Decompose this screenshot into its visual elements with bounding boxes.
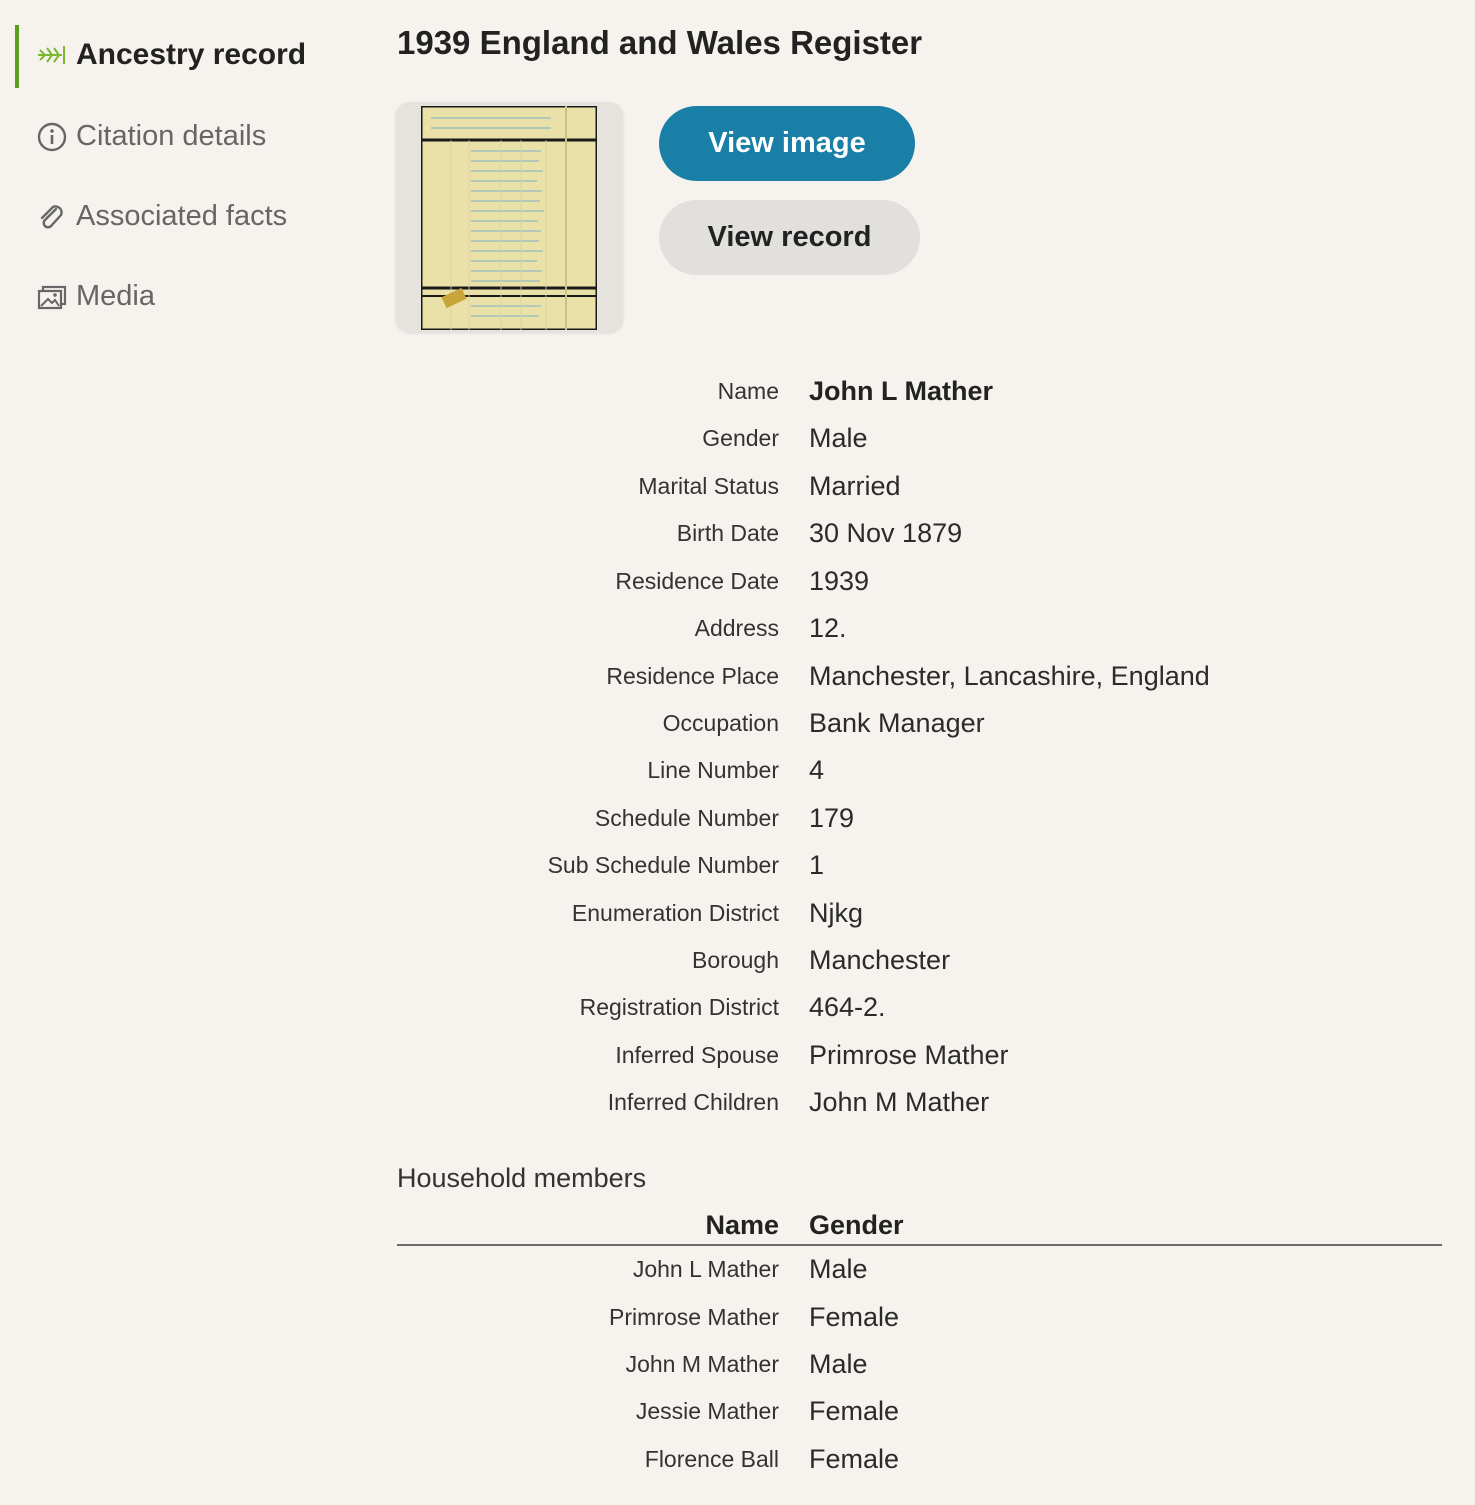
sidebar-item-associated-facts[interactable] (36, 200, 287, 233)
household-member-name: Jessie Mather (635, 1398, 779, 1424)
fact-label: Borough (692, 947, 779, 973)
fact-label: Line Number (647, 757, 779, 783)
fact-row-gender (397, 418, 1447, 458)
household-member-name: John L Mather (632, 1256, 779, 1282)
fact-row-schedule-number (397, 798, 1447, 838)
fact-value: John L Mather (809, 376, 994, 406)
sidebar-item-ancestry-record[interactable] (36, 38, 306, 72)
table-row (397, 1344, 1447, 1384)
household-member-gender: Female (809, 1396, 900, 1426)
ancestry-leaf-icon (36, 39, 68, 71)
fact-value: Male (809, 423, 868, 453)
column-header-gender: Gender (809, 1210, 904, 1240)
fact-row-name (397, 371, 1447, 411)
fact-value: 4 (809, 755, 825, 785)
fact-label: Gender (702, 425, 779, 451)
fact-row-residence-place (397, 656, 1447, 696)
fact-value: Bank Manager (809, 708, 985, 738)
sidebar-item-citation-details[interactable] (36, 120, 266, 153)
fact-row-borough (397, 940, 1447, 980)
page-title: 1939 England and Wales Register (397, 24, 923, 61)
household-member-name: John M Mather (625, 1351, 779, 1377)
fact-label: Address (694, 615, 779, 641)
record-image-thumbnail (421, 106, 597, 330)
fact-label: Name (717, 378, 779, 404)
paperclip-icon (36, 201, 68, 233)
fact-value: 179 (809, 803, 855, 833)
sidebar-item-label: Ancestry record (76, 38, 307, 71)
fact-label: Inferred Children (607, 1089, 779, 1115)
fact-row-sub-schedule-number (397, 845, 1447, 885)
fact-row-inferred-children (397, 1082, 1447, 1122)
household-member-gender: Female (809, 1444, 900, 1474)
table-row (397, 1439, 1447, 1479)
fact-row-address (397, 608, 1447, 648)
fact-row-birth-date (397, 513, 1447, 553)
fact-label: Registration District (579, 994, 779, 1020)
household-member-gender: Male (809, 1254, 868, 1284)
table-row (397, 1391, 1447, 1431)
fact-value: 30 Nov 1879 (809, 518, 963, 548)
table-row (397, 1297, 1447, 1337)
fact-label: Birth Date (676, 520, 779, 546)
sidebar-item-media[interactable] (36, 280, 155, 313)
fact-value: Njkg (809, 898, 864, 928)
sidebar-item-label: Media (76, 280, 155, 312)
fact-value: John M Mather (809, 1087, 990, 1117)
image-icon (36, 281, 68, 313)
household-table-header (397, 1205, 1442, 1245)
fact-row-inferred-spouse (397, 1035, 1447, 1075)
fact-row-enumeration-district (397, 893, 1447, 933)
household-section-title: Household members (397, 1163, 647, 1193)
table-row (397, 1249, 1447, 1289)
fact-label: Residence Date (615, 568, 779, 594)
household-member-gender: Male (809, 1349, 868, 1379)
fact-value: Primrose Mather (809, 1040, 1009, 1070)
view-record-button[interactable]: View record (659, 200, 920, 275)
fact-label: Enumeration District (571, 900, 779, 926)
fact-value: 1939 (809, 566, 870, 596)
household-member-name: Florence Ball (644, 1446, 779, 1472)
fact-row-residence-date (397, 561, 1447, 601)
view-image-button[interactable]: View image (659, 106, 915, 181)
fact-value: Married (809, 471, 901, 501)
fact-value: 464-2. (809, 992, 886, 1022)
fact-label: Schedule Number (594, 805, 779, 831)
fact-label: Residence Place (606, 663, 779, 689)
column-header-name: Name (705, 1210, 779, 1240)
fact-label: Occupation (662, 710, 779, 736)
fact-row-line-number (397, 750, 1447, 790)
household-member-gender: Female (809, 1302, 900, 1332)
fact-row-occupation (397, 703, 1447, 743)
fact-value: 1 (809, 850, 825, 880)
sidebar-item-label: Citation details (76, 120, 267, 152)
info-circle-icon (36, 121, 68, 153)
table-divider (397, 1244, 1442, 1246)
fact-label: Marital Status (638, 473, 779, 499)
fact-row-registration-district (397, 987, 1447, 1027)
household-member-name: Primrose Mather (609, 1304, 779, 1330)
record-thumbnail[interactable] (396, 102, 623, 332)
fact-label: Inferred Spouse (615, 1042, 779, 1068)
fact-label: Sub Schedule Number (547, 852, 779, 878)
fact-value: Manchester (809, 945, 951, 975)
fact-value: 12. (809, 613, 847, 643)
active-indicator (15, 25, 19, 88)
fact-row-marital-status (397, 466, 1447, 506)
sidebar-item-label: Associated facts (76, 200, 288, 232)
fact-value: Manchester, Lancashire, England (809, 661, 1210, 691)
